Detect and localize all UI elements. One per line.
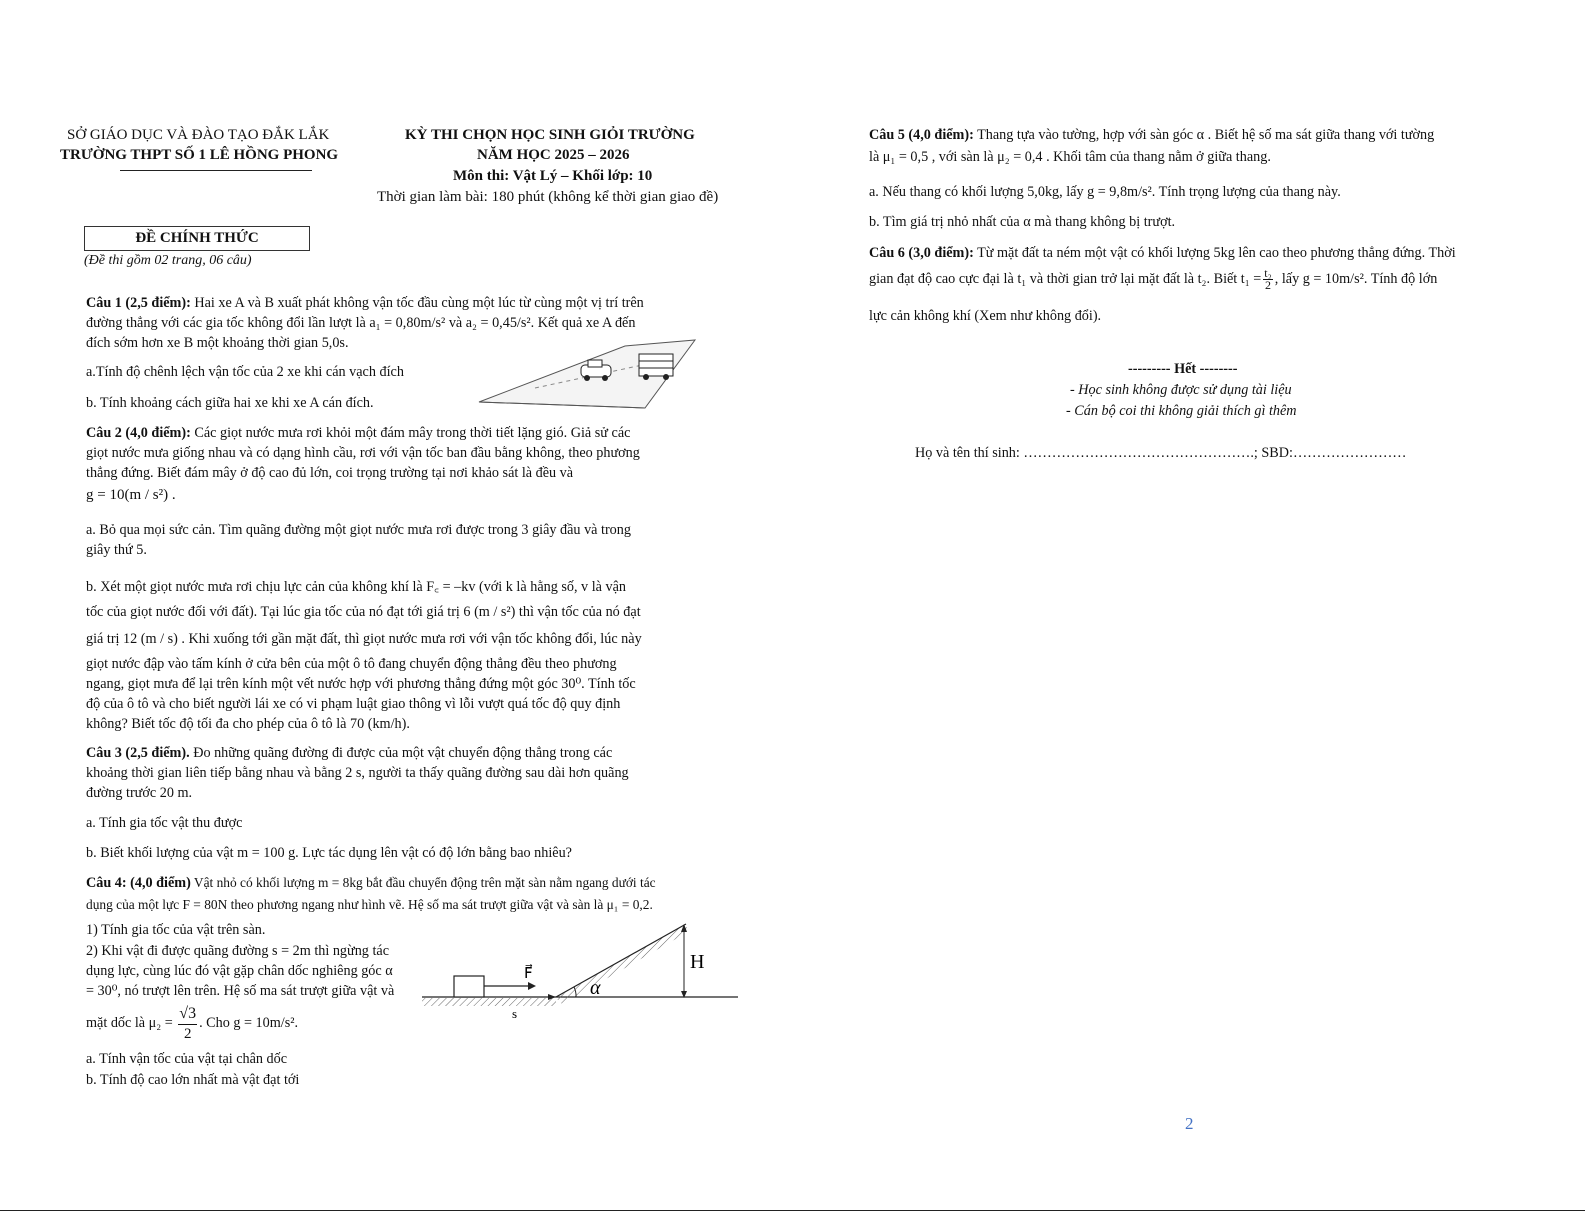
q4-mu2-fraction <box>178 1004 197 1043</box>
q3-part-a: a. Tính gia tốc vật thu được <box>86 815 243 831</box>
q1-line3: đích sớm hơn xe B một khoảng thời gian 5,0s. <box>86 335 349 351</box>
official-box: ĐỀ CHÍNH THỨC <box>84 226 310 251</box>
q4-line2: dụng của một lực F = 80N theo phương ngang như hình vẽ. Hệ số ma sát trượt giữa vật và sàn là μ₁ = 0,2. <box>86 897 653 912</box>
q4-mu2-post: . Cho g = 10m/s². <box>199 1014 299 1031</box>
q5-line2: là μ₁ = 0,5 , với sàn là μ₂ = 0,4 . Khối tâm của thang nằm ở giữa thang. <box>869 149 1271 165</box>
q4-part-a: a. Tính vận tốc của vật tại chân dốc <box>86 1051 288 1067</box>
pages-note: (Đề thi gồm 02 trang, 06 câu) <box>84 253 252 268</box>
page-number: 2 <box>1185 1114 1194 1133</box>
page-bottom-rule <box>0 1210 1585 1211</box>
dept-name: SỞ GIÁO DỤC VÀ ĐÀO TẠO ĐẮK LẮK <box>67 127 330 143</box>
q2-label: Câu 2 (4,0 điểm): <box>86 425 191 441</box>
q5-part-b: b. Tìm giá trị nhỏ nhất của α mà thang không bị trượt. <box>869 214 1176 230</box>
q3-line1 <box>86 745 612 762</box>
q2-line4: g = 10(m / s²) . <box>86 487 176 503</box>
q2-b7: không? Biết tốc độ tối đa cho phép của ô tô là 70 (km/h). <box>86 716 410 732</box>
exam-title: KỲ THI CHỌN HỌC SINH GIỎI TRƯỜNG <box>405 127 695 143</box>
q4-part1: 1) Tính gia tốc của vật trên sàn. <box>86 922 266 938</box>
q6-fraction <box>1263 268 1273 291</box>
q2-a2: giây thứ 5. <box>86 542 147 558</box>
height-label: H <box>690 951 705 973</box>
q1-part-a: a.Tính độ chênh lệch vận tốc của 2 xe khi cán vạch đích <box>86 364 404 380</box>
q6-text2-pre: gian đạt độ cao cực đại là t₁ và thời gian trở lại mặt đất là t₂. Biết t₁ = <box>869 270 1262 287</box>
q4-part2d <box>86 1004 298 1043</box>
exam-subject: Môn thi: Vật Lý – Khối lớp: 10 <box>453 168 653 184</box>
q4-mu2-pre: mặt dốc là μ₂ = <box>86 1014 177 1031</box>
end-marker: --------- Hết -------- <box>1128 361 1238 377</box>
q6-frac-num: t₂ <box>1264 266 1272 280</box>
school-underline <box>120 170 312 171</box>
q6-line2 <box>869 268 1437 291</box>
q6-line1 <box>869 245 1456 262</box>
q3-label: Câu 3 (2,5 điểm). <box>86 745 190 761</box>
q1-line2: đường thẳng với các gia tốc không đổi lần lượt là a₁ = 0,80m/s² và a₂ = 0,45/s². Kết quả xe A đến <box>86 315 636 331</box>
q2-b1: b. Xét một giọt nước mưa rơi chịu lực cản của không khí là F꜀ = –kv (với k là hằng số, v là vận <box>86 579 626 595</box>
bus-icon <box>639 354 673 380</box>
q3-part-b: b. Biết khối lượng của vật m = 100 g. Lực tác dụng lên vật có độ lớn bằng bao nhiêu? <box>86 845 572 861</box>
q4-part-b: b. Tính độ cao lớn nhất mà vật đạt tới <box>86 1072 300 1088</box>
q4-frac-den: 2 <box>183 1026 192 1042</box>
q2-b2: tốc của giọt nước đối với đất). Tại lúc gia tốc của nó đạt tới giá trị 6 (m / s²) thì vận tốc của nó đạt <box>86 604 641 620</box>
note-no-materials: - Học sinh không được sử dụng tài liệu <box>1070 382 1292 398</box>
q2-b6: độ của ô tô và cho biết người lái xe có vi phạm luật giao thông vì lỗi vượt quá tốc độ quy định <box>86 696 621 712</box>
q2-a1: a. Bỏ qua mọi sức cản. Tìm quãng đường một giọt nước mưa rơi được trong 3 giây đầu và trong <box>86 522 631 538</box>
q1-label: Câu 1 (2,5 điểm): <box>86 295 191 311</box>
q5-part-a: a. Nếu thang có khối lượng 5,0kg, lấy g = 9,8m/s². Tính trọng lượng của thang này. <box>869 184 1341 200</box>
angle-label: α <box>590 977 601 999</box>
q5-label: Câu 5 (4,0 điểm): <box>869 127 974 143</box>
q2-line3: thẳng đứng. Biết đám mây ở độ cao đủ lớn, coi trọng trường tại nơi khảo sát là đều và <box>86 465 574 481</box>
q1-text1: Hai xe A và B xuất phát không vận tốc đầu cùng một lúc từ cùng một vị trí trên <box>190 295 644 311</box>
candidate-info: Họ và tên thí sinh: ………………………………………….; SBD:…………………… <box>915 445 1407 461</box>
school-name: TRƯỜNG THPT SỐ 1 LÊ HỒNG PHONG <box>60 147 339 163</box>
q6-line3: lực cản không khí (Xem như không đổi). <box>869 308 1102 324</box>
q2-line2: giọt nước mưa giống nhau và có dạng hình cầu, rơi với vận tốc ban đầu bằng không, theo phương <box>86 445 640 461</box>
q2-b5: ngang, giọt mưa để lại trên kính một vết nước hợp với phương thẳng đứng một góc 30⁰. Tính tốc <box>86 676 636 692</box>
q3-text1: Đo những quãng đường đi được của một vật chuyển động thẳng trong các <box>189 745 613 761</box>
q4-line1 <box>86 875 656 892</box>
q5-text1: Thang tựa vào tường, hợp với sàn góc α . Biết hệ số ma sát giữa thang với tường <box>973 127 1435 143</box>
q4-part2c: = 30⁰, nó trượt lên trên. Hệ số ma sát trượt giữa vật và <box>86 983 395 999</box>
q4-part2a: 2) Khi vật đi được quãng đường s = 2m thì ngừng tác <box>86 943 389 959</box>
q6-text1: Từ mặt đất ta ném một vật có khối lượng 5kg lên cao theo phương thẳng đứng. Thời <box>973 245 1456 261</box>
q1-line1 <box>86 295 644 312</box>
distance-label: s <box>512 1006 518 1021</box>
q2-line1 <box>86 425 630 442</box>
q6-label: Câu 6 (3,0 điểm): <box>869 245 974 261</box>
q4-frac-num: √3 <box>178 1004 197 1025</box>
q4-label: Câu 4: (4,0 điểm) <box>86 875 191 891</box>
q5-line1 <box>869 127 1434 144</box>
q4-text1: Vật nhỏ có khối lượng m = 8kg bắt đầu chuyển động trên mặt sàn nằm ngang dưới tác <box>190 875 656 890</box>
exam-time: Thời gian làm bài: 180 phút (không kể thời gian giao đề) <box>377 189 719 205</box>
q1-part-b: b. Tính khoảng cách giữa hai xe khi xe A cán đích. <box>86 395 374 411</box>
q6-text2-post: , lấy g = 10m/s². Tính độ lớn <box>1274 270 1438 287</box>
q2-b4: giọt nước đập vào tấm kính ở cửa bên của một ô tô đang chuyển động thẳng đều theo phương <box>86 656 617 672</box>
q3-line2: khoảng thời gian liên tiếp bằng nhau và bằng 2 s, người ta thấy quãng đường sau dài hơn quãng <box>86 765 629 781</box>
q2-text1: Các giọt nước mưa rơi khỏi một đám mây trong thời tiết lặng gió. Giả sử các <box>190 425 631 441</box>
q2-b3: giá trị 12 (m / s) . Khi xuống tới gần mặt đất, thì giọt nước mưa rơi với vận tốc không đổi, lúc này <box>86 631 642 647</box>
q4-part2b: dụng lực, cùng lúc đó vật gặp chân dốc nghiêng góc α <box>86 963 393 979</box>
incline-figure <box>420 918 740 1028</box>
force-label: F⃗ <box>524 966 533 982</box>
road-figure <box>475 338 697 412</box>
q3-line3: đường trước 20 m. <box>86 785 193 801</box>
note-no-explanation: - Cán bộ coi thi không giải thích gì thêm <box>1066 403 1297 419</box>
q6-frac-den: 2 <box>1265 278 1271 292</box>
exam-year: NĂM HỌC 2025 – 2026 <box>477 147 630 163</box>
